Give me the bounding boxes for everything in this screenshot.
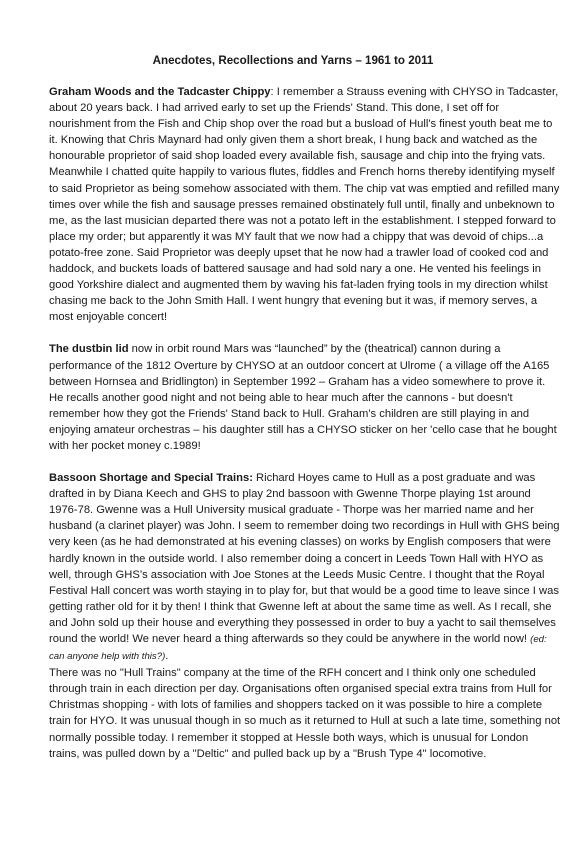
- paragraph-text: : I remember a Strauss evening with CHYSO in Tadcaster, about 20 years back. I had arrived early to set up the Friends' Stand. This done, I set off for nourishment from the Fish and Chip shop over the road but a busload of Hull's finest youth beat me to it. Knowing that Chris Maynard had only given them a short break, I hung back and watched as the honourable proprietor of said shop loaded every available fish, sausage and chip into the frying vats. Meanwhile I chatted quite happily to various flutes, fiddles and French horns thereby identifying myself to said Proprietor as being somehow associated with them. The chip vat was emptied and refilled many times over while the fish and sausage presses remained obstinately full until, finally and unbeknown to me, as the last musician departed there was not a potato left in the establishment. I stepped forward to place my order; but apparently it was MY fault that we now had a chippy that was devoid of chips...a potato-free zone. Said Proprietor was deeply upset that he now had a trawler load of cooked cod and haddock, and buckets loads of battered sausage and had sold nary a one. He vented his feelings in good Yorkshire dialect and augmented them by waving his fat-laden frying tools in my direction whilst chasing me back to the John Smith Hall. I went hungry that evening but it was, if memory serves, a most enjoyable concert!: [49, 86, 560, 324]
- paragraph-continuation: There was no "Hull Trains" company at the time of the RFH concert and I think only one scheduled through train in each direction per day. Organisations often organised special extra trains from Hull for Christmas shopping - with lots of families and shoppers tacked on it was possible to hire a complete train for HYO. It was unusual though in so much as it returned to Hull at such a late time, something not normally possible today. I remember it stopped at Hessle both ways, which is unusual for London trains, was pulled down by a "Deltic" and pulled back up by a "Brush Type 4" locomotive.: [49, 667, 561, 760]
- paragraph-text-end: .: [165, 650, 169, 663]
- paragraph-bassoon-shortage: [49, 470, 561, 762]
- editor-note: (ed: can anyone help with this?): [49, 634, 547, 663]
- paragraph-text: Richard Hoyes came to Hull as a post graduate and was drafted in by Diana Keech and GHS to play 2nd bassoon with Gwenne Thorpe playing 1st around 1976-78. Gwenne was a Hull University musical graduate - Thorpe was her married name and her husband (a clarinet player) was John. I seem to remember doing two recordings in Hull with GHS being very keen (as he had demonstrated at his evening classes) on works by English composers that were hardly known in the outside world. I also remember doing a concert in Leeds Town Hall with HYO as well, through GHS’s association with Joe Stones at the Leeds Music Centre. I thought that the Royal Festival Hall concert was worth staying in to play for, but that would be a good time to leave since I was getting rather old for it by then! I think that Gwenne left at about the same time as well. As I recall, she and John sold up their house and everything they possessed in order to buy a yacht to sail themselves round the world! We never heard a thing afterwards so they could be anywhere in the world now!: [49, 472, 560, 645]
- paragraph-heading: Graham Woods and the Tadcaster Chippy: [49, 86, 271, 98]
- paragraph-text: now in orbit round Mars was “launched” by the (theatrical) cannon during a performance of the 1812 Overture by CHYSO at an outdoor concert at Ulrome ( a village off the A165 between Hornsea and Bridlington) in September 1992 – Graham has a video somewhere to prove it. He recalls another good night and not being able to hear much after the cannons - but doesn't remember how they got the Friends' Stand back to Hull. Graham’s children are still playing in and enjoying amateur orchestras – his daughter still has a CHYSO sticker on her 'cello case that he bought with her pocket money c.1989!: [49, 343, 557, 452]
- document-body: [49, 84, 561, 778]
- paragraph-tadcaster-chippy: [49, 84, 561, 325]
- paragraph-heading: Bassoon Shortage and Special Trains:: [49, 472, 253, 485]
- paragraph-heading: The dustbin lid: [49, 343, 129, 356]
- paragraph-dustbin-lid: [49, 341, 561, 454]
- document-title: Anecdotes, Recollections and Yarns – 1961 to 2011: [152, 54, 434, 67]
